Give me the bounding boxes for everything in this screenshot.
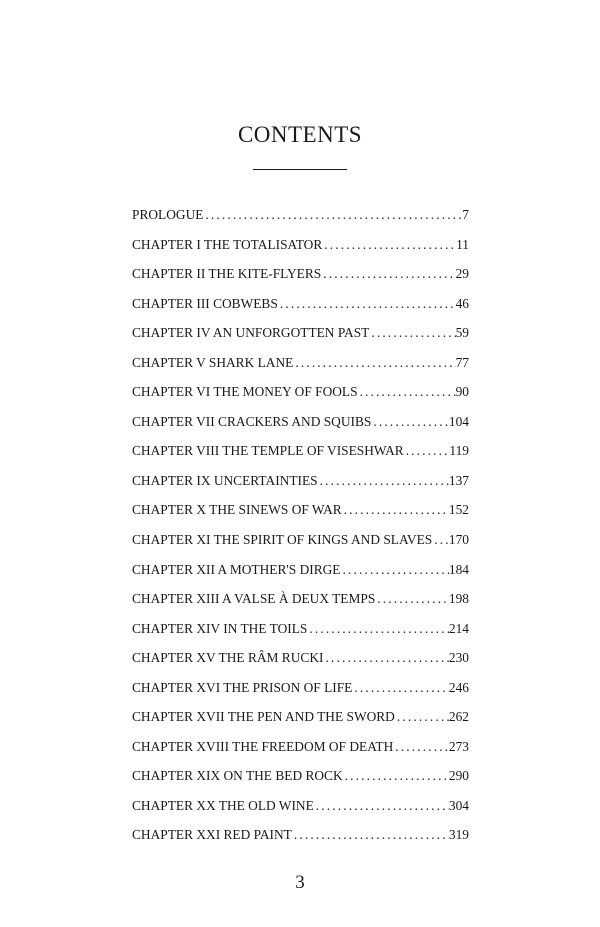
toc-entry-page: 152: [448, 502, 469, 518]
toc-entry-page: 319: [448, 827, 469, 843]
dot-leader: [314, 797, 449, 815]
dot-leader: [352, 679, 449, 697]
toc-entry[interactable]: [132, 295, 469, 325]
toc-entry-page: 184: [448, 561, 469, 577]
toc-entry[interactable]: [132, 324, 469, 354]
toc-entry-title: CHAPTER VI THE MONEY OF FOOLS: [132, 384, 358, 400]
dot-leader: [203, 206, 462, 224]
toc-entry[interactable]: [132, 797, 469, 827]
toc-entry-title: CHAPTER XI THE SPIRIT OF KINGS AND SLAVES: [132, 532, 433, 548]
toc-entry-title: CHAPTER II THE KITE-FLYERS: [132, 266, 322, 282]
toc-entry-title: CHAPTER I THE TOTALISATOR: [132, 236, 323, 252]
toc-entry-page: 11: [456, 236, 469, 252]
toc-entry-page: 290: [448, 768, 469, 784]
toc-entry-page: 198: [448, 591, 469, 607]
dot-leader: [393, 738, 449, 756]
toc-entry[interactable]: [132, 679, 469, 709]
toc-entry-title: CHAPTER XVII THE PEN AND THE SWORD: [132, 709, 395, 725]
toc-entry[interactable]: [132, 383, 469, 413]
toc-entry-page: 170: [448, 532, 469, 548]
dot-leader: [404, 442, 450, 460]
dot-leader: [292, 826, 449, 844]
table-of-contents: [132, 206, 469, 856]
toc-entry[interactable]: [132, 206, 469, 236]
toc-entry-title: CHAPTER X THE SINEWS OF WAR: [132, 502, 342, 518]
page-number: 3: [295, 872, 305, 893]
dot-leader: [375, 590, 449, 608]
dot-leader: [341, 561, 449, 579]
toc-entry-title: CHAPTER XX THE OLD WINE: [132, 797, 314, 813]
toc-entry[interactable]: [132, 472, 469, 502]
toc-entry-page: 77: [455, 354, 469, 370]
toc-entry-page: 119: [449, 443, 469, 459]
dot-leader: [369, 324, 455, 342]
dot-leader: [307, 620, 449, 638]
toc-entry[interactable]: [132, 501, 469, 531]
toc-entry[interactable]: [132, 531, 469, 561]
toc-entry-title: CHAPTER XVI THE PRISON OF LIFE: [132, 679, 353, 695]
toc-entry-page: 137: [448, 472, 469, 488]
dot-leader: [371, 413, 449, 431]
toc-entry-title: CHAPTER XV THE RÂM RUCKI: [132, 650, 324, 666]
toc-entry-page: 104: [448, 413, 469, 429]
toc-entry-title: CHAPTER XXI RED PAINT: [132, 827, 292, 843]
toc-entry-page: 246: [448, 679, 469, 695]
toc-entry-page: 46: [455, 295, 469, 311]
toc-entry[interactable]: [132, 826, 469, 856]
toc-entry-page: 90: [455, 384, 469, 400]
toc-entry-title: CHAPTER XIII A VALSE À DEUX TEMPS: [132, 591, 376, 607]
toc-entry[interactable]: [132, 767, 469, 797]
page-title: CONTENTS: [237, 122, 363, 147]
toc-entry[interactable]: [132, 649, 469, 679]
toc-entry-title: CHAPTER XVIII THE FREEDOM OF DEATH: [132, 738, 394, 754]
toc-entry[interactable]: [132, 265, 469, 295]
title-rule: [253, 169, 347, 170]
dot-leader: [321, 265, 455, 283]
toc-entry-page: 7: [462, 207, 469, 222]
toc-entry-page: 214: [448, 620, 469, 636]
dot-leader: [343, 767, 449, 785]
dot-leader: [395, 708, 449, 726]
toc-entry[interactable]: [132, 413, 469, 443]
dot-leader: [322, 236, 456, 254]
toc-entry[interactable]: [132, 738, 469, 768]
dot-leader: [342, 501, 449, 519]
toc-entry-title: CHAPTER IV AN UNFORGOTTEN PAST: [132, 325, 370, 341]
toc-entry[interactable]: [132, 442, 469, 472]
dot-leader: [432, 531, 449, 549]
toc-entry[interactable]: [132, 561, 469, 591]
toc-entry-title: CHAPTER III COBWEBS: [132, 295, 278, 311]
toc-entry-title: CHAPTER V SHARK LANE: [132, 354, 294, 370]
dot-leader: [358, 383, 456, 401]
toc-entry[interactable]: [132, 620, 469, 650]
dot-leader: [278, 295, 456, 313]
toc-entry-page: 262: [448, 709, 469, 725]
toc-entry-title: CHAPTER VII CRACKERS AND SQUIBS: [132, 413, 372, 429]
dot-leader: [318, 472, 449, 490]
dot-leader: [323, 649, 448, 667]
toc-entry-page: 273: [448, 738, 469, 754]
toc-entry[interactable]: [132, 708, 469, 738]
toc-entry-title: CHAPTER VIII THE TEMPLE OF VISESHWAR: [132, 443, 404, 459]
toc-entry-page: 230: [448, 650, 469, 666]
toc-entry-title: CHAPTER XII A MOTHER'S DIRGE: [132, 561, 341, 577]
toc-entry-page: 59: [455, 325, 469, 341]
toc-entry-title: PROLOGUE: [132, 207, 204, 222]
toc-entry-title: CHAPTER IX UNCERTAINTIES: [132, 472, 318, 488]
toc-entry-title: CHAPTER XIX ON THE BED ROCK: [132, 768, 343, 784]
toc-entry[interactable]: [132, 236, 469, 266]
dot-leader: [293, 354, 455, 372]
toc-entry-page: 29: [455, 266, 469, 282]
toc-entry-title: CHAPTER XIV IN THE TOILS: [132, 620, 308, 636]
toc-entry[interactable]: [132, 354, 469, 384]
toc-entry[interactable]: [132, 590, 469, 620]
toc-entry-page: 304: [448, 797, 469, 813]
